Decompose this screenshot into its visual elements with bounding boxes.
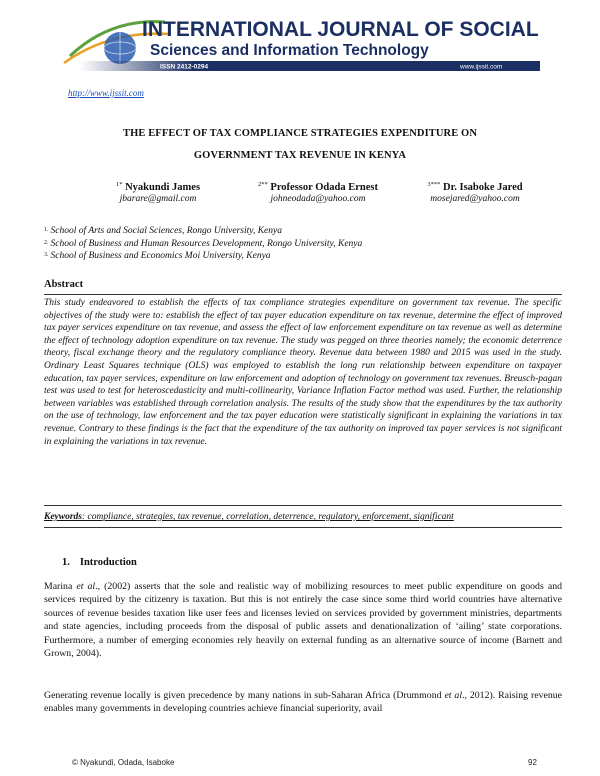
footer-page-number: 92: [528, 758, 537, 767]
author-1-name: Nyakundi James: [125, 182, 201, 193]
paragraph-1-etal: et al: [76, 581, 96, 592]
journal-url-link[interactable]: http://www.ijssit.com: [68, 88, 144, 98]
section-title: Introduction: [79, 557, 137, 568]
abstract-text: This study endeavored to establish the effects of tax compliance strategies expenditure on government tax revenue. The specific objectives of the study were to: establish the effect of tax payer education expenditure on tax revenue, determine the effect of improved tax payer services expenditure on tax revenue, and assess the effect of law enforcement expenditure on tax revenue as well as determine the effect of technology adoption expenditure on tax revenue. The study was pegged on three theories namely; the economic deterrence theory, fiscal exchange theory and the regulatory compliance theory. Revenue data between 1980 and 2015 was used in the study. Ordinary Least Squares technique (OLS) was employed to establish the long run relationship between expenditure on taxpayer education, tax payer services, expenditure on law enforcement and adoption of technology on government tax revenues. Breusch-pagan test was used to test for heteroscedasticity and multi-collinearity, Variance Inflation Factor method was used. Further, the relationship between variables was established through correlation analysis. The results of the study show that the expenditures by the tax authority on the use of technology, law enforcement and the tax payer education were statistically significant in explaining the variations in tax revenue. Contrary to these findings is the fact that the expenditure of the tax authority on improved tax payer services is not significant in explaining the variations in tax revenue.: [44, 298, 562, 447]
paragraph-1-start: Marina: [44, 581, 77, 592]
journal-issn: ISSN 2412-0294: [160, 63, 209, 71]
author-3: [405, 182, 545, 204]
abstract-bottom-rule: [44, 505, 562, 506]
journal-banner: [50, 8, 550, 86]
paper-title-line2: GOVERNMENT TAX REVENUE IN KENYA: [193, 150, 407, 161]
keywords: [44, 512, 454, 522]
author-1: [98, 182, 218, 204]
author-3-email: mosejared@yahoo.com: [430, 194, 520, 204]
journal-title-line1: INTERNATIONAL JOURNAL OF SOCIAL: [142, 18, 539, 41]
abstract-heading: Abstract: [44, 279, 84, 290]
paragraph-1-rest: ., (2002) asserts that the sole and realistic way of mobilizing resources to meet public expenditure on goods and services required by the citizenry is taxation. But this is not entirely the case since some third world countries have alternative sources of revenue besides taxation like user fees and licenses levied on services provided by government ministries, departments and state agencies, including proceeds from the disposal of public assets and denationalization of ‘ailing’ state corporations. Furthermore, a number of emerging economies rely heavily on external funding as an alternative source of income (Barnett and Grown, 2004).: [44, 581, 562, 660]
author-1-mark: 1*: [115, 181, 123, 188]
paragraph-2-etal: et al: [444, 690, 463, 701]
author-2-email: johneodada@yahoo.com: [270, 194, 366, 204]
footer-copyright: © Nyakundi, Odada, Isaboke: [72, 758, 175, 767]
affiliation-3: [44, 250, 362, 263]
affiliation-2-text: School of Business and Human Resources Development, Rongo University, Kenya: [50, 238, 363, 249]
author-2: [228, 182, 408, 204]
section-number: 1.: [62, 557, 70, 568]
keywords-rule: [44, 527, 562, 528]
affiliation-3-text: School of Business and Economics Moi University, Kenya: [50, 251, 271, 262]
author-3-name: Dr. Isaboke Jared: [442, 182, 523, 193]
affiliation-1-mark: 1.: [44, 227, 49, 233]
affiliation-2-mark: 2.: [44, 239, 49, 246]
section-heading: [62, 557, 137, 568]
paragraph-2: [44, 689, 562, 716]
paragraph-2-rest: ., 2012). Raising revenue enables many governments in developing countries achieve financial superiority, avail: [44, 690, 562, 715]
keywords-text: : compliance, strategies, tax revenue, correlation, deterrence, regulatory, enforcement, significant: [82, 512, 454, 522]
journal-title-line2: Sciences and Information Technology: [150, 42, 429, 59]
affiliation-3-mark: 3.: [44, 252, 49, 259]
author-1-email: jbarare@gmail.com: [119, 194, 197, 204]
affiliation-1-text: School of Arts and Social Sciences, Rongo University, Kenya: [50, 226, 282, 236]
affiliation-2: [44, 238, 362, 251]
keywords-label: Keywords: [44, 512, 82, 522]
author-3-mark: 3***: [427, 181, 441, 188]
paper-title-line1: THE EFFECT OF TAX COMPLIANCE STRATEGIES EXPENDITURE ON: [123, 128, 477, 139]
paragraph-2-start: Generating revenue locally is given precedence by many nations in sub-Saharan Africa (Drummond: [44, 690, 445, 701]
affiliations: [44, 225, 362, 263]
paragraph-1: [44, 580, 562, 660]
abstract-top-rule: [44, 294, 562, 295]
author-2-mark: 2**: [258, 181, 268, 188]
author-2-name: Professor Odada Ernest: [270, 182, 378, 193]
journal-site: www.ijssit.com: [460, 63, 503, 71]
affiliation-1: [44, 225, 362, 238]
